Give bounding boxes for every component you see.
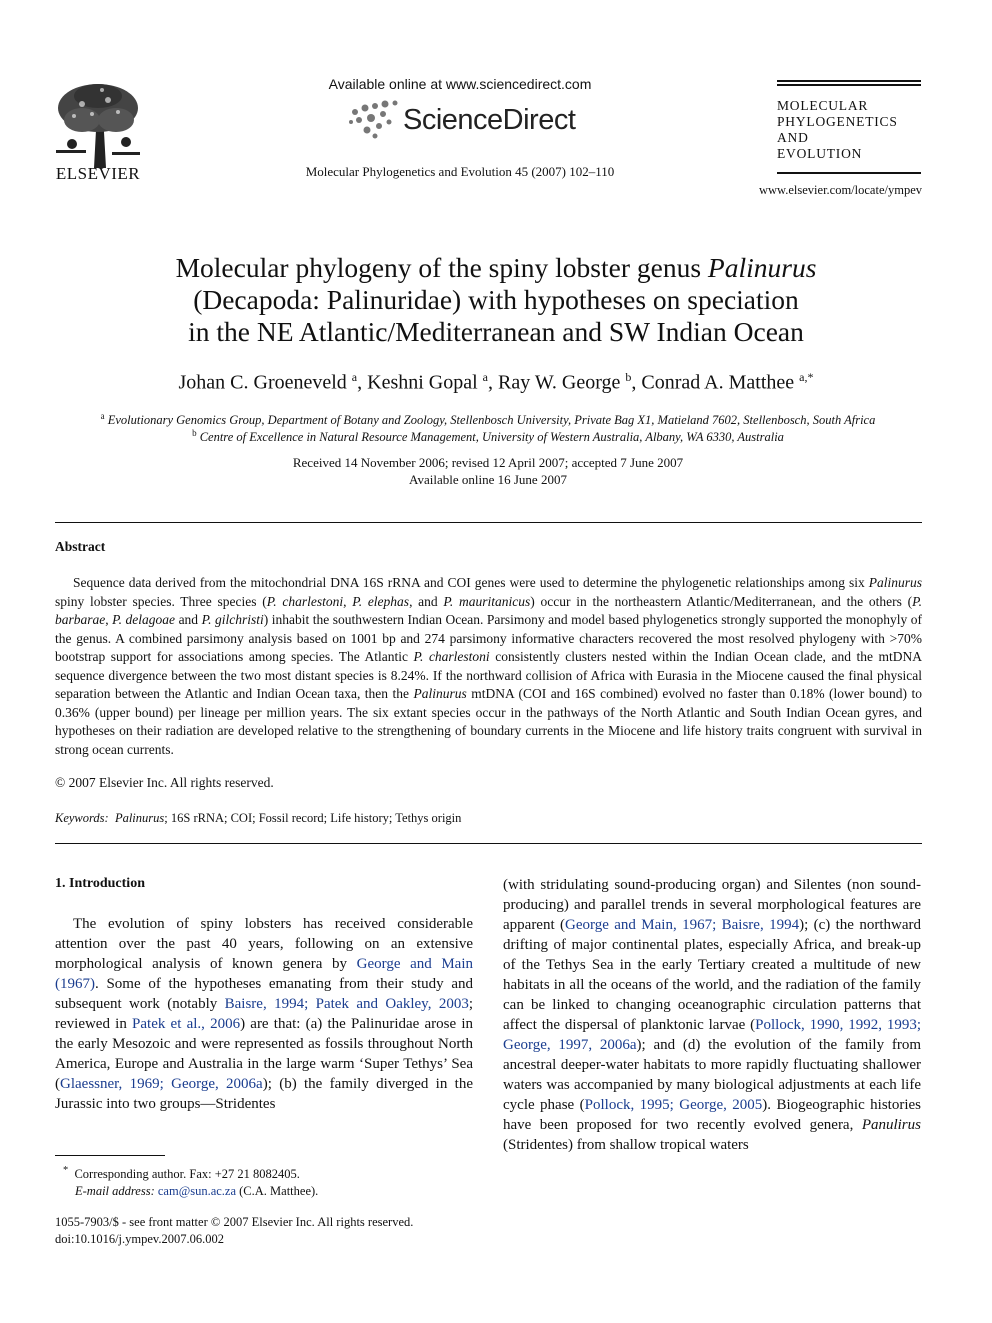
body-text: ,: [105, 612, 113, 627]
italic-text: P. charlestoni: [266, 593, 344, 609]
intro-column-left: [55, 914, 473, 1114]
affiliation-sup: b: [192, 428, 197, 438]
issn-block: [55, 1214, 485, 1248]
author-sup[interactable]: a,*: [799, 370, 814, 384]
citation-link[interactable]: George and Main (1967): [55, 956, 473, 992]
italic-text: P. gilchristi: [201, 612, 264, 627]
body-text: (Stridentes) from shallow tropical waters: [503, 1137, 749, 1153]
title-text: (Decapoda: Palinuridae) with hypotheses on speciation: [193, 284, 799, 315]
body-text: mtDNA (COI and 16S combined) evolved no faster than 0.18% (lower bound) to 0.36% (upper bound) per lineage per million years. The six extant species occur in the pathways of the North Atlantic and South Indian Ocean gyres, and hypotheses on their radiation are developed relative to the strengthening of boundary currents in the Miocene and life history traits congruent with survival in strong ocean currents.: [55, 686, 922, 757]
italic-text: P. delagoae: [112, 612, 176, 627]
article-title: [60, 252, 932, 348]
masthead-line: AND: [777, 130, 809, 145]
italic-text: P. mauritanicus: [443, 593, 531, 609]
author-name: Keshni Gopal: [367, 371, 478, 394]
title-genus: Palinurus: [707, 252, 817, 283]
author-name: Johan C. Groeneveld: [178, 371, 347, 394]
email-link[interactable]: cam@sun.ac.za: [157, 1184, 237, 1199]
masthead-line: EVOLUTION: [777, 146, 863, 161]
sciencedirect-logo-text: ScienceDirect: [403, 104, 576, 136]
keywords: [55, 811, 461, 826]
body-text: consistently clusters nested within the Indian Ocean clade, and the mtDNA sequence divergence between the two most distant species is 8.24%. If the northward collision of Africa with Eurasia in the Miocene caused the final physical separation between the Atlantic and Indian Ocean taxa, then the: [55, 649, 923, 701]
abstract-body: [55, 574, 922, 759]
title-text: in the NE Atlantic/Mediterranean and SW Indian Ocean: [188, 316, 804, 347]
body-text: ). Biogeographic histories have been proposed for two recently evolved genera,: [503, 1097, 922, 1133]
footnote: [55, 1162, 473, 1200]
keywords-label: Keywords:: [55, 811, 109, 825]
body-text: ); (b) the family diverged in the Jurassic into two groups—Stridentes: [55, 1076, 473, 1112]
body-text: and: [175, 612, 202, 627]
citation-link[interactable]: Glaessner, 1969; George, 2006a: [60, 1076, 263, 1092]
issn-line: 1055-7903/$ - see front matter © 2007 Elsevier Inc. All rights reserved.: [55, 1215, 414, 1229]
body-text: spiny lobster species. Three species (: [55, 593, 267, 609]
author-sup[interactable]: a: [351, 370, 358, 384]
masthead-line: MOLECULAR: [777, 98, 869, 113]
footnote-star: *: [63, 1165, 69, 1176]
footnote-corresponding: Corresponding author. Fax: +27 21 8082405.: [74, 1167, 300, 1182]
italic-text: Panulirus: [861, 1117, 921, 1133]
body-text: ); and (d) the evolution of the family from ancestral deeper-water habitats to more rapidly fluctuating shallower waters was accompanied by many biological adjustments at each life cycle phase (: [503, 1037, 922, 1113]
abstract-bottom-rule: [55, 843, 922, 844]
masthead-text: [777, 98, 921, 162]
received-dates: Received 14 November 2006; revised 12 April 2007; accepted 7 June 2007: [292, 455, 684, 470]
available-date: Available online 16 June 2007: [409, 472, 567, 487]
body-text: , and: [409, 593, 444, 609]
email-name: (C.A. Matthee).: [239, 1184, 319, 1199]
affiliation: [52, 411, 924, 428]
masthead-rule: [777, 80, 921, 82]
citation-link[interactable]: Pollock, 1995; George, 2005: [584, 1097, 763, 1113]
affiliation-text: Centre of Excellence in Natural Resource Management, University of Western Australia, Albany, WA 6330, Australia: [199, 430, 784, 445]
citation-link[interactable]: George and Main, 1967; Baisre, 1994: [565, 917, 800, 933]
doi-line[interactable]: doi:10.1016/j.ympev.2007.06.002: [55, 1232, 224, 1246]
publisher-name: ELSEVIER: [55, 164, 141, 183]
journal-masthead: [777, 80, 921, 174]
italic-text: P. barbarae: [55, 593, 922, 627]
footnote-rule: [55, 1155, 165, 1156]
affiliation: [52, 428, 924, 445]
journal-url[interactable]: www.elsevier.com/locate/ympev: [758, 183, 922, 197]
journal-citation: Molecular Phylogenetics and Evolution 45 (2007) 102–110: [305, 164, 615, 179]
body-text: (with stridulating sound-producing organ) and Silentes (non sound-producing) and parallel trends in several morphological features are apparent (: [503, 877, 921, 933]
abstract-heading: Abstract: [55, 539, 106, 554]
copyright-notice: © 2007 Elsevier Inc. All rights reserved.: [55, 775, 274, 790]
masthead-rule: [777, 84, 921, 86]
affiliation-sup: a: [100, 411, 105, 421]
keyword: Palinurus: [114, 811, 165, 825]
email-label: E-mail address:: [75, 1184, 155, 1199]
body-text: ); (c) the northward drifting of major continental plates, especially Africa, and break-up of the Tethys Sea in the early Tertiary created a multitude of new habitats in all the oceans of the world, and the radiation of the family can be linked to changing oceanographic circulation patterns that affect the dispersal of planktonic larvae (: [503, 917, 921, 1033]
body-text: ) inhabit the southwestern Indian Ocean. Parsimony and model based phylogenetics strongly supported the monophyly of the genus. A combined parsimony analysis based on 1001 bp and 274 parsimony informative characters recovered the most resolved phylogeny with >70% bootstrap support for associations among species. The Atlantic: [55, 612, 923, 664]
citation-link[interactable]: Baisre, 1994; Patek and Oakley, 2003: [224, 996, 469, 1012]
citation-link[interactable]: Patek et al., 2006: [132, 1016, 241, 1032]
body-text: . Some of the hypotheses emanating from their study and subsequent work (notably: [55, 976, 473, 1012]
author-name: Ray W. George: [498, 371, 621, 394]
elsevier-tree-logo: [52, 80, 144, 170]
masthead-rule: [777, 172, 921, 174]
author-name: Conrad A. Matthee: [641, 371, 795, 394]
masthead-line: PHYLOGENETICS: [777, 114, 898, 129]
author-sup[interactable]: a: [482, 370, 488, 384]
citation-link[interactable]: Pollock, 1990, 1992, 1993; George, 1997, 2006a: [503, 1017, 921, 1053]
italic-text: Palinurus: [868, 575, 922, 590]
abstract-top-rule: [55, 522, 922, 523]
author-list: Johan C. Groeneveld $^a$, Keshni Gopal $^a$, Ray W. George $^b$, Conrad A. Matthee $^{a,*}$: [178, 370, 814, 394]
body-text: ; reviewed in: [55, 996, 474, 1032]
available-online-text: Available online at www.sciencedirect.com: [328, 76, 592, 92]
section-heading: 1. Introduction: [55, 876, 145, 891]
italic-text: P. charlestoni: [413, 649, 490, 664]
body-text: Sequence data derived from the mitochondrial DNA 16S rRNA and COI genes were used to determine the phylogenetic relationships among six: [73, 575, 869, 590]
body-text: ) are that: (a) the Palinuridae arose in the early Mesozoic and were represented as fossils throughout North America, Europe and Australia in the large warm ‘Super Tethys’ Sea (: [55, 1016, 474, 1092]
body-text: ) occur in the northeastern Atlantic/Mediterranean, and the others (: [530, 593, 913, 609]
italic-text: P. elephas: [352, 593, 410, 609]
title-text: Molecular phylogeny of the spiny lobster genus: [175, 252, 708, 283]
keyword-list: ; 16S rRNA; COI; Fossil record; Life history; Tethys origin: [164, 811, 462, 825]
author-sup[interactable]: b: [625, 370, 632, 384]
affiliation-text: Evolutionary Genomics Group, Department of Botany and Zoology, Stellenbosch University, Private Bag X1, Matieland 7602, Stellenbosch, South Africa: [107, 413, 876, 428]
body-text: ,: [343, 593, 353, 609]
body-text: The evolution of spiny lobsters has received considerable attention over the past 40 years, following on an extensive morphological analysis of known genera by: [55, 916, 473, 972]
italic-text: Palinurus: [413, 686, 467, 701]
intro-column-right: [503, 875, 921, 1155]
